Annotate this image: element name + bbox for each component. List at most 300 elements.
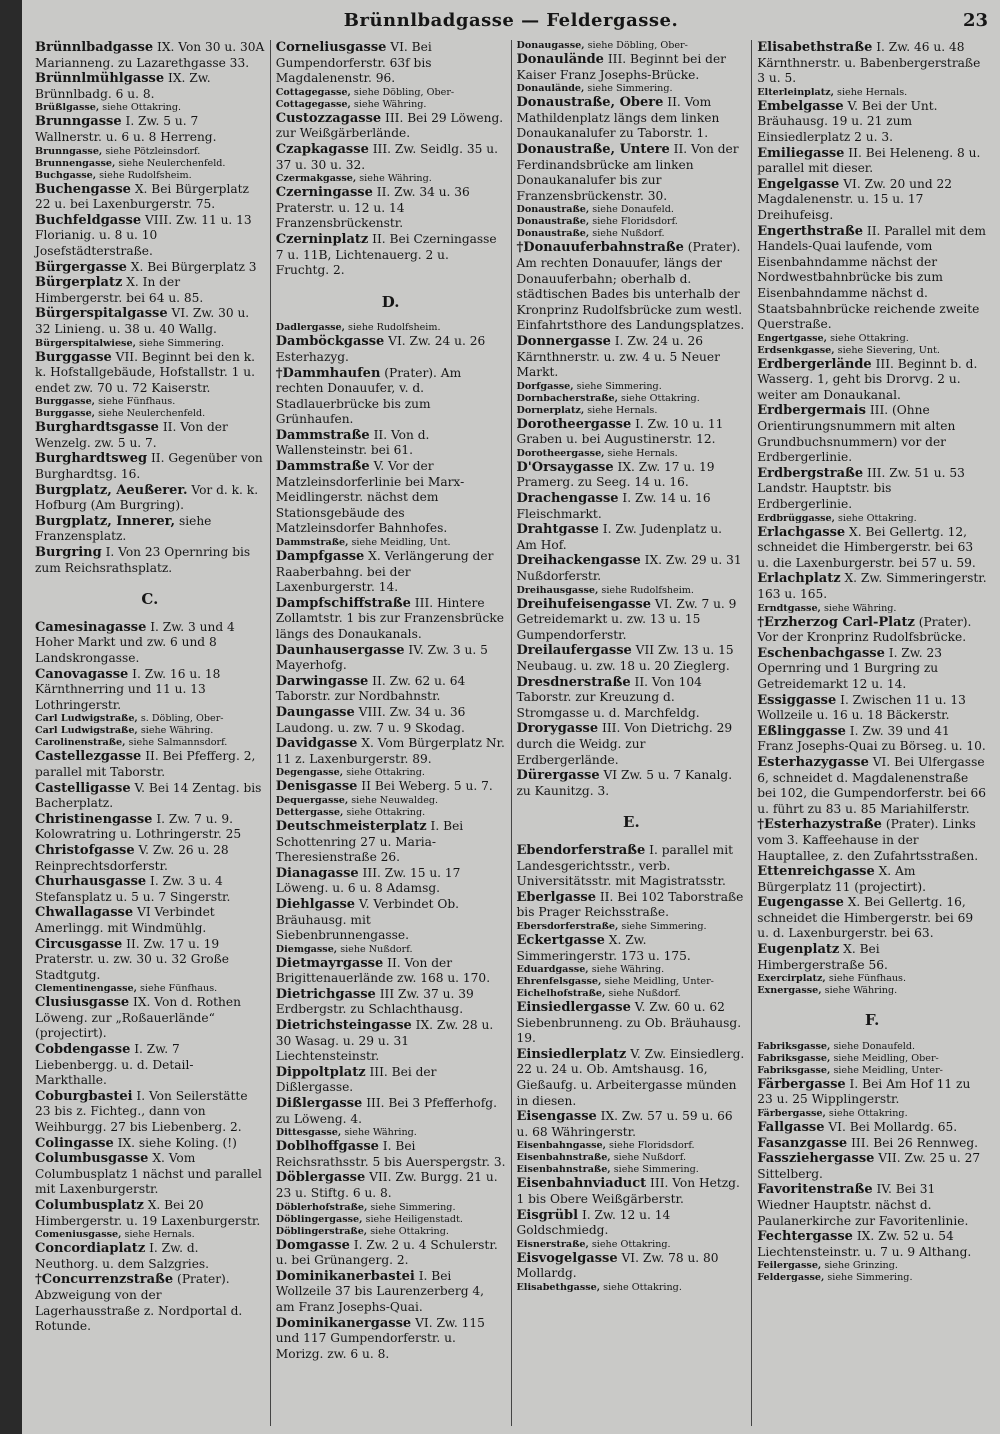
street-name: Erdsenkgasse, [757,344,835,356]
street-name: Dresdnerstraße [516,674,631,690]
street-entry [276,1096,506,1127]
column-3 [512,40,753,1426]
street-entry [517,393,747,405]
street-entry [35,306,265,337]
street-entry [35,158,265,170]
street-description: siehe Nußdorf. [589,228,665,240]
street-name: Döblergasse [275,1170,366,1186]
street-entry [276,185,506,232]
street-entry [517,491,747,522]
street-entry [757,1182,987,1229]
street-description: I. Zw. 23 Opernring und 1 Burgring zu Getreidemarkt 12 u. 14. [757,645,943,691]
street-entry [757,87,987,99]
street-name: Eisenbahnstraße, [516,1152,611,1164]
street-entry [276,944,506,956]
street-name: Brünnlbadgasse [35,40,154,55]
street-entry [35,338,265,350]
street-description: X. Bei Gellertg. 12, schneidet die Himbergerstr. bei 63 u. die Laxenburgerstr. bei 57 u. 59. [757,524,976,570]
street-name: Clusiusgasse [35,995,130,1011]
street-name: Burghardtsweg [35,451,148,467]
street-name: Dittesgasse, [275,1127,342,1139]
street-entry [35,749,265,780]
street-name: Fallgasse [757,1120,825,1136]
street-description: siehe Währing. [350,98,427,110]
street-entry [757,1136,987,1152]
street-name: Exnergasse, [757,985,822,997]
street-entry [757,693,987,724]
street-name: Czerningasse [275,185,373,201]
street-entry [517,553,747,584]
street-entry [35,114,265,145]
street-name: Dreilaufergasse [516,643,632,659]
street-entry [35,396,265,408]
street-description: siehe Meidling, Unt. [348,537,451,549]
street-name: Churhausgasse [35,874,147,890]
street-name: Dreihackengasse [516,553,641,569]
street-description: siehe Nußdorf. [610,1152,687,1164]
street-entry [276,956,506,987]
street-description: siehe Simmering. [573,380,662,392]
street-description: X. Vom Columbusplatz 1 nächst und parallel mit Laxenburgerstr. [35,1151,262,1197]
street-entry [517,768,747,799]
street-description: I. Zw. 2 u. 4 Schulerstr. u. bei Grünangerg. 2. [275,1237,498,1268]
street-entry [276,866,506,897]
street-entry [517,228,747,240]
street-name: Dippoltplatz [275,1064,366,1080]
street-name: Carolinenstraße, [35,737,126,749]
street-name: Döblerhofstraße, [275,1201,368,1213]
street-name: Dornerplatz, [516,404,585,416]
street-description: siehe Salmannsdorf. [125,737,228,749]
street-name: Davidgasse [275,736,358,752]
street-description: X. Bei 20 Himbergerstr. u. 19 Laxenburgerstr. [35,1198,261,1228]
street-description: I. Zw. 39 und 41 Franz Josephs-Quai zu Börseg. u. 10. [757,723,986,754]
street-description: III. (Ohne Orientirungsnummern mit alten Grundbuchsnummern) vor der Erdbergerlinie. [757,403,956,465]
section-letter: F. [864,1011,880,1030]
street-description: siehe Hernals. [121,1229,195,1241]
street-entry [35,812,265,843]
street-entry [35,781,265,812]
street-entry [276,40,506,87]
street-name: Degengasse, [275,767,344,779]
street-entry [757,466,987,513]
street-name: Donaulände, [516,83,585,95]
street-description: I. Bei Am Hof 11 zu 23 u. 25 Wipplingerstr. [757,1076,971,1107]
street-entry [757,525,987,572]
street-name: Elterleinplatz, [757,86,834,98]
street-name: Dampfgasse [275,549,365,565]
street-name: Diemgasse, [275,943,338,955]
street-description: I. Bei Reichsrathsstr. 5 bis Auerspergstr. 3. [275,1139,506,1169]
street-description: II. Von 104 Taborstr. zur Kreuzung d. Stromgasse u. d. Marchfeldg. [516,674,702,720]
street-name: Dianagasse [275,865,359,881]
street-entry [276,779,506,795]
street-description: siehe Grinzing. [821,1260,898,1272]
street-description: VIII. Zw. 11 u. 13 Florianig. u. 8 u. 10 Josefstädterstraße. [35,212,252,258]
street-entry [757,1151,987,1182]
street-entry [35,1198,265,1229]
street-description: siehe Rudolfsheim. [96,169,192,181]
street-entry [757,146,987,177]
street-entry [35,40,265,71]
street-description: II. Bei Czerningasse 7 u. 11B, Lichtenauerg. 2 u. Fruchtg. 2. [275,231,497,278]
street-description: (Prater). Abzweigung von der Lagerhausstraße z. Nordportal d. Rotunde. [35,1272,243,1334]
street-entry [276,987,506,1018]
street-name: Brunngasse, [35,145,103,157]
street-entry [757,1077,987,1108]
street-name: Ebersdorferstraße, [516,920,619,932]
street-name: Dammstraße, [275,537,349,549]
street-name: Fechtergasse [757,1229,853,1245]
column-4 [752,40,992,1426]
street-entry [517,52,747,83]
street-entry [517,1140,747,1152]
street-description: VI Zw. 5 u. 7 Kanalg. zu Kaunitzg. 3. [516,768,733,798]
street-name: Damböckgasse [275,334,385,350]
street-description: siehe Nußdorf. [337,943,413,955]
street-description: siehe Floridsdorf. [589,216,678,228]
street-name: Dreihausgasse, [516,584,599,596]
street-name: Castelligasse [35,780,131,796]
street-name: Essiggasse [757,692,837,708]
street-entry [276,87,506,99]
street-entry [757,513,987,525]
street-description: I. Zw. 5 u. 7 Wallnerstr. u. 6 u. 8 Herreng. [35,114,217,144]
street-entry [757,1272,987,1284]
street-description: siehe Währing. [137,725,214,737]
street-entry [517,976,747,988]
street-name: Esterhazygasse [757,754,869,770]
street-entry [757,177,987,224]
street-description: siehe Hernals. [584,404,658,416]
street-entry [35,514,265,545]
street-entry [276,807,506,819]
street-entry [276,1065,506,1096]
street-name: Eisenbahnstraße, [516,1164,611,1176]
street-entry [276,674,506,705]
street-name: Dürergasse [516,768,600,784]
street-name: Burgplatz, Aeußerer. [35,482,188,498]
street-name: Carl Ludwigstraße, [35,713,138,725]
street-name: Döblingerstraße, [275,1225,368,1237]
street-entry [517,1176,747,1207]
street-entry [35,408,265,420]
street-description: I. Von 23 Opernring bis zum Reichsrathsplatz. [35,545,251,575]
street-name: †Esterhazystraße [757,817,882,833]
street-name: Dequergasse, [275,794,349,806]
street-description: II. Bei 102 Taborstraße bis Prager Reichsstraße. [516,889,744,920]
street-entry [35,213,265,260]
street-description: IX. Zw. Brünnlbadg. 6 u. 8. [35,71,211,101]
street-name: Donaugasse, [516,40,585,51]
street-name: D'Orsaygasse [516,459,614,475]
street-name: Eugengasse [757,895,844,911]
street-description: (Prater). Am rechten Donauufer, v. d. Stadlauerbrücke bis zum Grünhaufen. [275,365,462,427]
street-entry [517,216,747,228]
street-entry [276,736,506,767]
street-description: siehe Ottakring. [825,1108,908,1120]
street-entry [276,322,506,334]
street-name: Engerthstraße [757,223,864,239]
street-name: Döblingergasse, [275,1213,363,1225]
street-entry [517,95,747,142]
street-description: I. Zw. 7 Liebenbergg. u. d. Detail-Markthalle. [35,1042,194,1088]
street-entry [276,334,506,365]
street-entry [276,366,506,428]
street-description: siehe Fünfhaus. [95,396,176,408]
street-name: Erndtgasse, [757,602,821,614]
street-name: Burggasse, [35,408,96,420]
street-entry [517,1152,747,1164]
street-name: Brunnengasse, [35,157,116,169]
street-entry [276,537,506,549]
street-description: IX. Zw. 28 u. 30 Wasag. u. 29 u. 31 Liechtensteinstr. [275,1018,494,1064]
street-description: X. Bei Bürgerplatz 22 u. bei Laxenburgerstr. 75. [35,181,249,212]
street-name: Cottagegasse, [275,98,351,110]
street-description: I. Zw. 3 und 4 Hoher Markt und zw. 6 und 8 Landskrongasse. [35,619,235,665]
street-description: (Prater). Links vom 3. Kaffeehause in der Hauptallee, z. den Zufahrtsstraßen. [757,817,979,863]
street-name: Drachengasse [516,491,619,507]
street-description: siehe Franzensplatz. [35,513,212,544]
street-entry [517,964,747,976]
street-description: siehe Ottakring. [588,1238,671,1250]
street-name: Erdbergermais [757,403,866,419]
street-name: †Dammhaufen [275,365,381,381]
street-name: Dettergasse, [275,806,344,818]
street-description: X. Bei Bürgerplatz 3 [126,259,257,274]
street-description: IV. Zw. 3 u. 5 Mayerhofg. [275,642,488,673]
street-entry [757,333,987,345]
street-entry [276,173,506,185]
street-description: VIII. Zw. 34 u. 36 Laudong. u. zw. 7 u. 9 Skodag. [275,704,466,735]
street-entry [35,725,265,737]
street-entry [35,620,265,667]
street-name: Brüßlgasse, [35,102,100,114]
street-entry [276,1018,506,1065]
street-description: II. Gegenüber von Burghardtsg. 16. [35,451,263,482]
street-description: X. Bei Himbergerstraße 56. [757,942,888,972]
street-description: IX. Zw. 57 u. 59 u. 66 u. 68 Währingerstr. [516,1109,733,1139]
street-description: I. Zw. 24 u. 26 Kärnthnerstr. u. zw. 4 u. 5 Neuer Markt. [516,333,720,380]
street-description: II Bei Weberg. 5 u. 7. [357,779,493,794]
street-description: siehe Währing. [821,985,898,997]
street-name: Eduardgasse, [516,964,589,976]
street-description: siehe Rudolfsheim. [344,322,441,334]
street-name: Denisgasse [275,779,358,795]
street-name: Einsiedlergasse [516,1000,631,1016]
street-name: Eberlgasse [516,889,596,905]
street-description: X. Zw. Simmeringerstr. 173 u. 175. [516,932,691,963]
street-entry [35,1272,265,1334]
street-name: Engertgasse, [757,332,828,344]
street-description: I. Zw. 14 u. 16 Fleischmarkt. [516,491,711,521]
street-entry [276,1214,506,1226]
street-description: V. Zw. Einsiedlerg. 22 u. 24 u. Ob. Amtshausg. 16, Gießaufg. u. Arbeitergasse münden in diesen. [516,1046,745,1108]
street-name: Cottagegasse, [275,86,351,98]
street-name: Drahtgasse [516,522,599,538]
street-name: Clementinengasse, [35,983,137,995]
street-entry [757,817,987,864]
street-description: I. Zw. 3 u. 4 Stefansplatz u. 5 u. 7 Singerstr. [35,874,231,904]
street-description: IX. Von d. Rothen Löweng. zur „Roßauerlände“ (projectirt). [35,995,241,1041]
street-name: Custozzagasse [275,110,382,126]
street-description: siehe Simmering. [824,1272,913,1284]
street-entry [35,182,265,213]
street-entry [757,1260,987,1272]
street-entry [276,142,506,173]
street-name: Donnergasse [516,333,611,349]
street-name: Engelgasse [757,176,840,192]
street-description: siehe Heiligenstadt. [362,1213,463,1225]
street-entry [276,549,506,596]
street-name: Erdbergerlände [757,356,872,372]
street-name: Burgplatz, Innerer, [35,513,176,529]
street-name: Brünnlmühlgasse [35,71,165,87]
street-description: siehe Nußdorf. [605,988,681,1000]
street-name: Favoritenstraße [757,1182,873,1198]
street-name: Circusgasse [35,936,123,952]
street-entry [276,643,506,674]
street-entry [517,843,747,890]
street-description: Vor d. k. k. Hofburg (Am Burgring). [35,482,259,513]
street-name: Dornbacherstraße, [516,392,618,404]
street-name: Camesinagasse [35,619,147,635]
street-entry [757,357,987,404]
street-entry [757,99,987,146]
street-entry [276,819,506,866]
street-name: Brunngasse [35,114,122,130]
street-name: Columbusplatz [35,1198,144,1213]
street-entry [276,459,506,537]
street-description: III. Bei 3 Pfefferhofg. zu Löweng. 4. [275,1096,497,1126]
street-description: VII Zw. 13 u. 15 Neubaug. u. zw. 18 u. 20 Zieglerg. [516,643,734,673]
street-name: Cobdengasse [35,1042,131,1058]
street-entry [35,170,265,182]
street-name: Dietrichgasse [275,986,376,1002]
street-entry [276,232,506,279]
street-name: Donaustraße, [516,228,590,240]
street-description: II. Zw. 34 u. 36 Praterstr. u. 12 u. 14 Franzensbrückenstr. [275,185,470,231]
street-entry [517,988,747,1000]
street-description: siehe Sievering, Unt. [834,344,940,356]
street-description: III. Von Dietrichg. 29 durch die Weidg. zur Erdbergerlände. [516,721,733,767]
street-entry [517,381,747,393]
street-description: III. Hintere Zollamtstr. 1 bis zur Franzensbrücke längs des Donaukanals. [275,595,504,641]
street-name: Eisengasse [516,1109,597,1125]
street-description: IX. Zw. 17 u. 19 Pramerg. zu Seeg. 14 u. 16. [516,459,715,490]
street-entry [35,1241,265,1272]
street-name: Donaulände [516,52,604,67]
street-name: Christinengasse [35,811,153,827]
street-description: siehe Simmering. [584,83,673,95]
street-entry [517,933,747,964]
street-entry [276,1269,506,1316]
column-1 [30,40,271,1426]
street-entry [757,724,987,755]
street-entry [517,597,747,644]
street-description: VI. Bei Mollardg. 65. [824,1120,958,1135]
street-entry [517,1208,747,1239]
street-name: Erlachplatz [757,571,841,587]
street-name: Erdbrüggasse, [757,512,835,524]
street-name: Bürgerplatz [35,275,123,291]
street-description: VI. Zw. 30 u. 32 Linieng. u. 38 u. 40 Wallg. [35,306,250,336]
street-entry [35,260,265,276]
street-entry [517,1239,747,1251]
street-description: V. Verbindet Ob. Bräuhausg. mit Siebenbrunnengasse. [275,896,460,943]
street-entry [757,1065,987,1077]
street-description: IV. Bei 31 Wiedner Hauptstr. nächst d. Paulanerkirche zur Favoritenlinie. [757,1182,969,1228]
street-name: Colingasse [35,1135,114,1151]
street-name: Eisnerstraße, [516,1238,589,1250]
street-name: Buchgasse, [35,169,97,181]
street-name: Dominikanergasse [275,1315,412,1331]
street-name: Carl Ludwigstraße, [35,725,138,737]
street-description: X. Am Bürgerplatz 11 (projectirt). [757,864,926,894]
street-entry [757,403,987,465]
street-name: Emiliegasse [757,145,845,161]
street-entry [757,1041,987,1053]
street-name: Czermakgasse, [275,173,357,185]
street-name: Färbergasse [757,1076,846,1092]
street-name: Erdbergstraße [757,465,864,481]
street-description: siehe Floridsdorf. [605,1140,695,1152]
columns [30,40,992,1426]
street-description: II. Bei Pfefferg. 2, parallel mit Taborstr. [35,749,256,779]
street-description: VII. Zw. Burgg. 21 u. 23 u. Stiftg. 6 u. 8. [275,1170,498,1200]
street-entry [276,1226,506,1238]
street-description: I. Zw. Judenplatz u. Am Hof. [516,522,723,552]
street-name: Eisgrübl [516,1207,579,1223]
street-description: siehe Ottakring. [99,102,182,114]
street-name: Buchengasse [35,181,131,197]
street-description: III. Bei 26 Rennweg. [847,1135,978,1150]
street-name: Eßlinggasse [757,723,846,739]
street-name: Dietrichsteingasse [275,1018,412,1034]
street-name: Elisabethgasse, [516,1282,601,1293]
street-name: Bürgerspitalwiese, [35,337,136,349]
street-name: Feilergasse, [757,1260,822,1272]
column-2 [271,40,512,1426]
street-name: Eisenbahngasse, [516,1140,606,1152]
street-description: I. Bei Wollzeile 37 bis Laurenzerberg 4, am Franz Josephs-Quai. [275,1268,485,1314]
street-description: siehe Meidling, Ober- [830,1052,939,1064]
street-description: II. Parallel mit dem Handels-Quai laufende, vom Eisenbahndamme nächst der Nordwestbahnbrücke bis zum Eisenbahndamme nächst d. Staatsbahnbrücke reichende zweite Querstraße. [757,223,986,332]
street-entry [276,111,506,142]
street-name: Fasanzgasse [757,1135,848,1151]
street-entry [35,71,265,102]
street-name: Eckertgasse [516,932,605,948]
street-description: VI. Zw. 20 und 22 Magdalenenstr. u. 15 u. 17 Dreihufeisg. [757,176,953,222]
street-entry [35,843,265,874]
street-entry [517,142,747,204]
street-entry [35,874,265,905]
street-description: III. Zw. 15 u. 17 Löweng. u. 6 u. 8 Adamsg. [275,865,461,896]
street-description: VII. Zw. 25 u. 27 Sittelberg. [757,1151,981,1181]
street-description: VI. Bei Gumpendorferstr. 63f bis Magdalenenstr. 96. [275,40,432,86]
street-entry [517,83,747,95]
street-name: Elisabethstraße [757,40,873,55]
street-entry [35,713,265,725]
street-entry [35,420,265,451]
street-name: Dominikanerbastei [275,1268,415,1284]
street-entry [35,275,265,306]
street-name: Fassziehergasse [757,1151,875,1167]
street-description: IX. Zw. 29 u. 31 Nußdorferstr. [516,553,742,584]
street-entry [517,1109,747,1140]
street-description: X. Bei Gellertg. 16, schneidet die Himbergerstr. bei 69 u. d. Laxenburgerstr. bei 63. [757,895,974,941]
street-description: siehe Neulerchenfeld. [115,157,226,169]
